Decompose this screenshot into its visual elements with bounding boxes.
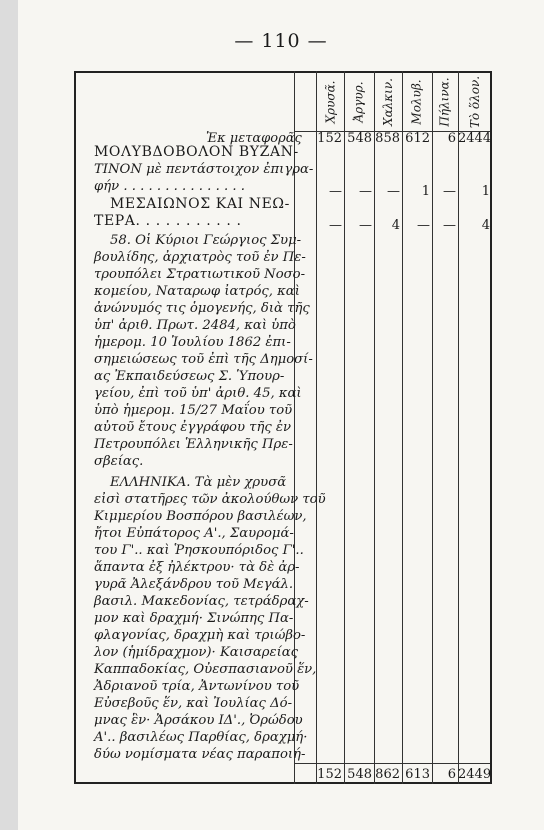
entry1-line: ΜΟΛΥΒΔΟΒΟΛΟΝ ΒΥΖΑΝ- xyxy=(94,144,299,160)
entry2-bronze: 4 xyxy=(391,218,400,233)
paragraph-line: γυρᾶ Ἀλεξάνδρου τοῦ Μεγάλ. xyxy=(94,577,294,592)
paragraph-line: λον (ἡμίδραχμον)· Καισαρείας xyxy=(94,645,299,660)
book-page xyxy=(18,0,544,830)
entry2-text xyxy=(94,196,292,230)
header-silver: Ἀργυρ. xyxy=(352,81,366,123)
header-clay: Πήλινα. xyxy=(438,77,452,127)
paragraph-line: μον καὶ δραχμή· Σινώπης Πα- xyxy=(94,611,294,626)
carried-silver: 548 xyxy=(347,131,372,146)
paragraph-line: ἤτοι Εὐπάτορος Α'., Σαυρομά- xyxy=(94,526,294,541)
entry2-silver: — xyxy=(359,218,372,233)
entry1-clay: — xyxy=(443,184,456,199)
paragraph-line: ἀνώνυμός τις ὁμογενής, διὰ τῆς xyxy=(94,301,310,316)
paragraph-line: Εὐσεβοῦς ἕν, καὶ Ἰουλίας Δό- xyxy=(94,696,293,711)
total-silver: 548 xyxy=(347,767,372,782)
paragraph-line: εἰσὶ στατῆρες τῶν ἀκολούθων τοῦ xyxy=(94,492,326,507)
entry2-gold: — xyxy=(329,218,342,233)
paragraph-line: ας Ἐκπαιδεύσεως Σ. Ὑπουρ- xyxy=(94,369,285,384)
paragraph-line: ἡμερομ. 10 Ἰουλίου 1862 ἐπι- xyxy=(94,335,291,350)
header-total: Τὸ ὅλον. xyxy=(468,75,482,129)
paragraph-line: ἅπαντα ἐξ ἠλέκτρου· τὰ δὲ ἀρ- xyxy=(94,560,300,575)
paragraph-line: μνας ἓν· Ἀρσάκου ΙΔ'., Ὀρώδου xyxy=(94,713,303,728)
totals-rule xyxy=(294,763,490,764)
paragraph-line: φλαγονίας, δραχμὴ καὶ τριώβο- xyxy=(94,628,306,643)
paragraph-line: αὐτοῦ ἔτους ἐγγράφου τῆς ἐν xyxy=(94,420,292,435)
entry1-gold: — xyxy=(329,184,342,199)
entry2-clay: — xyxy=(443,218,456,233)
hellenika-paragraph xyxy=(94,474,326,763)
header-lead: Μολυβ. xyxy=(410,79,425,125)
total-gold: 152 xyxy=(317,767,342,782)
paragraph-line: 58. Οἱ Κύριοι Γεώργιος Συμ- xyxy=(110,233,302,248)
paragraph-line: ΕΛΛΗΝΙΚΑ. Τὰ μὲν χρυσᾶ xyxy=(110,475,287,490)
paragraph-line: Καππαδοκίας, Οὐεσπασιανοῦ ἕν, xyxy=(94,662,317,677)
column-divider xyxy=(316,71,317,784)
total-clay: 6 xyxy=(447,767,456,782)
paragraph-line: Κιμμερίου Βοσπόρου βασιλέων, xyxy=(94,509,307,524)
carried-bronze: 858 xyxy=(375,131,400,146)
paragraph-line: τρουπόλει Στρατιωτικοῦ Νοσο- xyxy=(94,267,306,282)
header-bronze: Χαλκιν. xyxy=(381,78,395,126)
carried-lead: 612 xyxy=(405,131,430,146)
carried-total: 2444 xyxy=(458,131,492,146)
column-divider xyxy=(374,71,375,784)
total-lead: 613 xyxy=(405,767,430,782)
column-divider xyxy=(344,71,345,784)
entry1-bronze: — xyxy=(387,184,400,199)
column-divider xyxy=(402,71,403,784)
column-divider xyxy=(458,71,459,784)
entry1-total: 1 xyxy=(481,184,490,199)
paragraph-line: σβείας. xyxy=(94,454,144,469)
paragraph-line: Πετρουπόλει Ἑλληνικῆς Πρε- xyxy=(94,437,293,452)
paragraph-line: βασιλ. Μακεδονίας, τετράδραχ- xyxy=(94,594,309,609)
carried-label: Ἐκ μεταφορᾶς xyxy=(206,131,302,146)
paragraph-line: σημειώσεως τοῦ ἐπὶ τῆς Δημοσί- xyxy=(94,352,313,367)
entry2-line: ΤΕΡΑ. . . . . . . . . . . xyxy=(94,213,242,229)
paragraph-line: γείου, ἐπὶ τοῦ ὑπ' ἀριθ. 45, καὶ xyxy=(94,386,302,401)
paragraph-line: δύω νομίσματα νέας παραποιή- xyxy=(94,747,306,762)
paragraph-line: Α'.. βασιλέως Παρθίας, δραχμή· xyxy=(94,730,308,745)
paragraph-line: ὑπὸ ἡμερομ. 15/27 Μαΐου τοῦ xyxy=(94,403,293,418)
column-divider xyxy=(294,71,295,784)
entry2-total: 4 xyxy=(481,218,490,233)
column-divider xyxy=(432,71,433,784)
donation-paragraph xyxy=(94,232,313,470)
entry2-lead: — xyxy=(417,218,430,233)
paragraph-line: κομείου, Ναταρωφ ἰατρός, καὶ xyxy=(94,284,300,299)
paragraph-line: του Γ'.. καὶ Ῥησκουπόριδος Γ'.. xyxy=(94,543,304,558)
entry1-lead: 1 xyxy=(421,184,430,199)
entry1-silver: — xyxy=(359,184,372,199)
page-number: — 110 — xyxy=(234,30,328,52)
total-total: 2449 xyxy=(458,767,492,782)
entry1-text xyxy=(94,144,314,195)
total-bronze: 862 xyxy=(375,767,400,782)
entry2-line: ΜΕΣΑΙΩΝΟΣ ΚΑΙ ΝΕΩ- xyxy=(110,196,290,212)
carried-clay: 6 xyxy=(447,131,456,146)
paragraph-line: ὑπ' ἀριθ. Πρωτ. 2484, καὶ ὑπὸ xyxy=(94,318,296,333)
paragraph-line: βουλίδης, ἀρχιατρὸς τοῦ ἐν Πε- xyxy=(94,250,306,265)
carried-gold: 152 xyxy=(317,131,342,146)
entry1-line: ΤΙΝΟΝ μὲ πεντάστοιχον ἐπιγρα- xyxy=(94,162,314,177)
paragraph-line: Ἀδριανοῦ τρία, Ἀντωνίνου τοῦ xyxy=(94,679,300,694)
header-gold: Χρυσᾶ. xyxy=(323,80,338,124)
entry1-line: φήν . . . . . . . . . . . . . . . xyxy=(94,179,245,194)
